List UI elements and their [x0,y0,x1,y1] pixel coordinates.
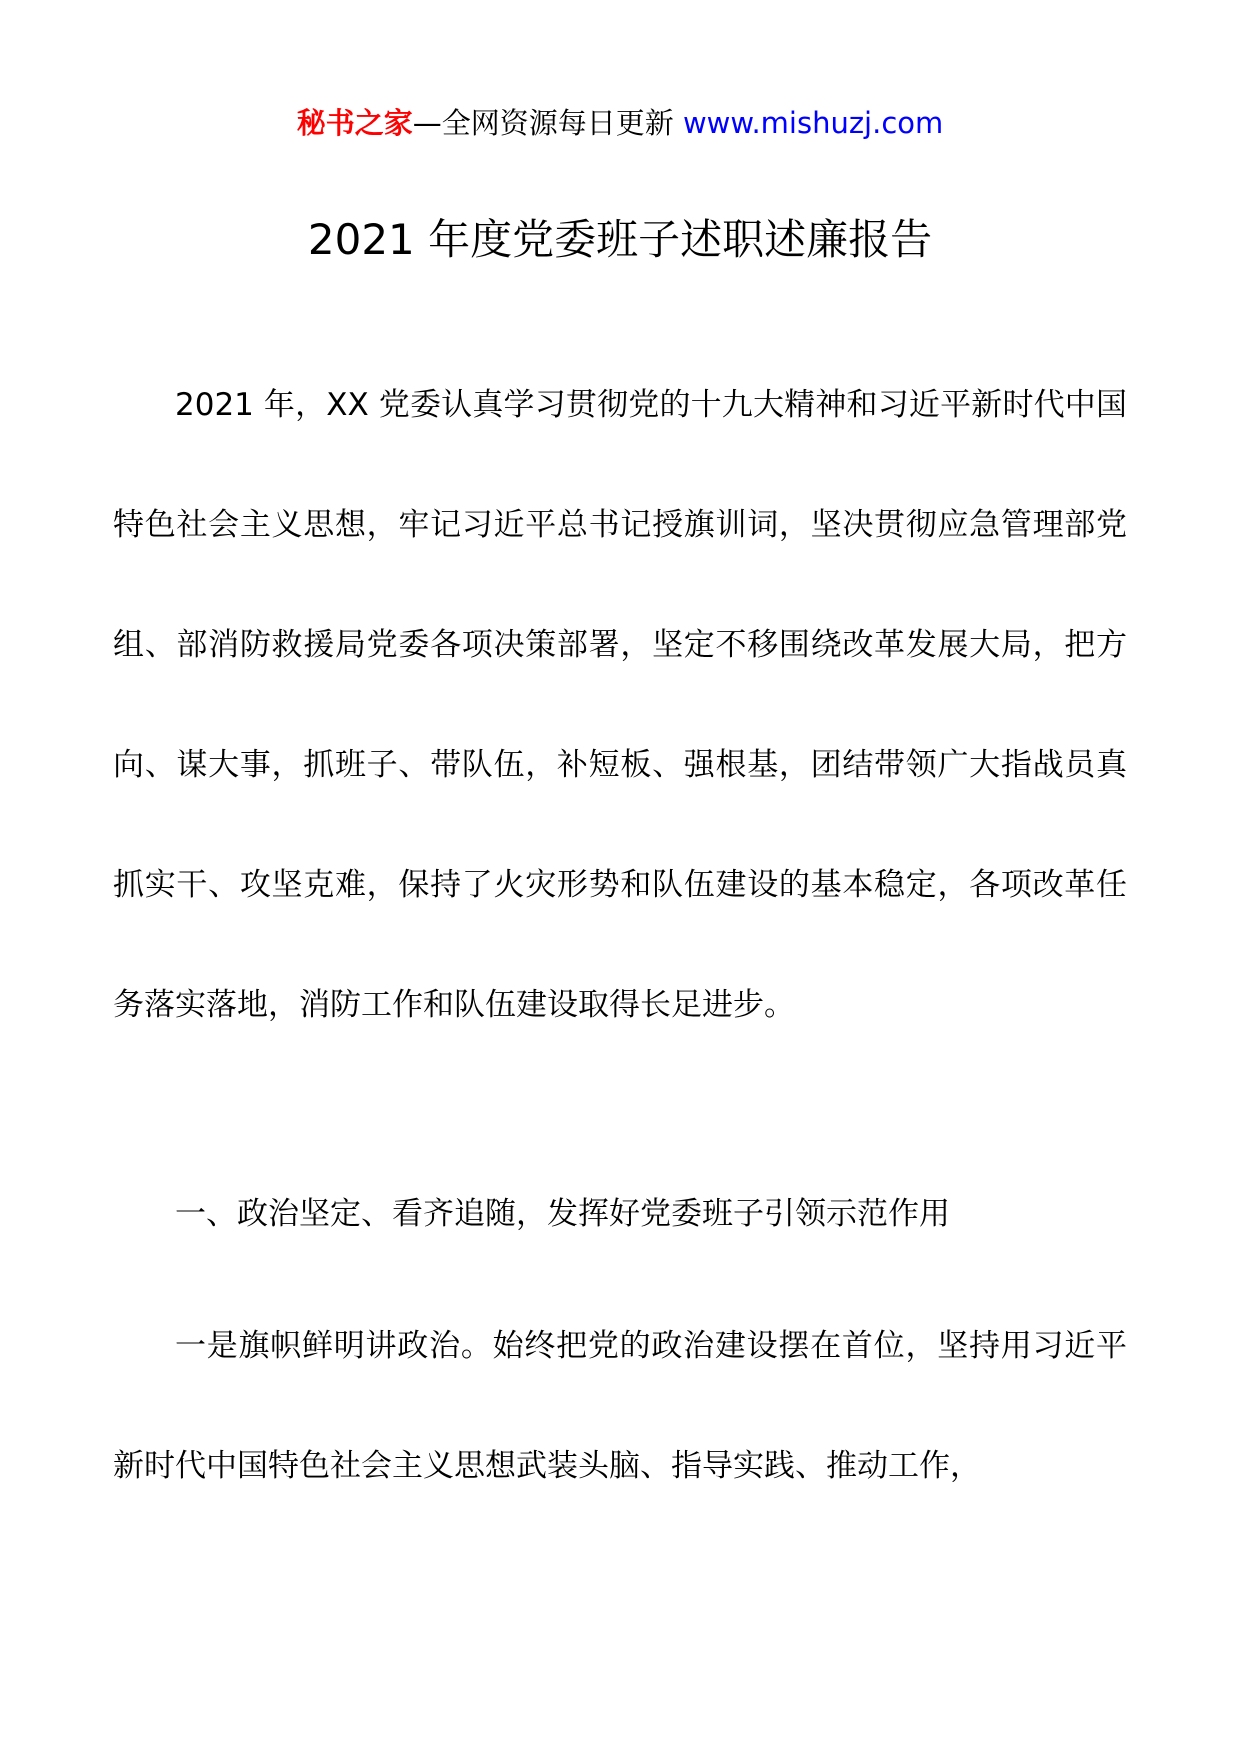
brand-name: 秘书之家 [296,106,413,140]
body-paragraph-intro: 2021 年，XX 党委认真学习贯彻党的十九大精神和习近平新时代中国特色社会主义思想，牢记习近平总书记授旗训词，坚决贯彻应急管理部党组、部消防救援局党委各项决策部署，坚定不移围绕改革发展大局，把方向、谋大事，抓班子、带队伍，补短板、强根基，团结带领广大指战员真抓实干、攻坚克难，保持了火灾形势和队伍建设的基本稳定，各项改革任务落实落地，消防工作和队伍建设取得长足进步。 [113,387,1127,1023]
section-heading-1: 一、政治坚定、看齐追随，发挥好党委班子引领示范作用 [175,1196,950,1232]
document-title: 2021 年度党委班子述职述廉报告 [307,215,933,264]
body-paragraph-point-1: 一是旗帜鲜明讲政治。始终把党的政治建设摆在首位，坚持用习近平新时代中国特色社会主义思想武装头脑、指导实践、推动工作， [113,1328,1127,1484]
site-header [0,103,1240,143]
site-url-link[interactable]: www.mishuzj.com [682,106,944,140]
header-slogan: —全网资源每日更新 [412,106,674,140]
